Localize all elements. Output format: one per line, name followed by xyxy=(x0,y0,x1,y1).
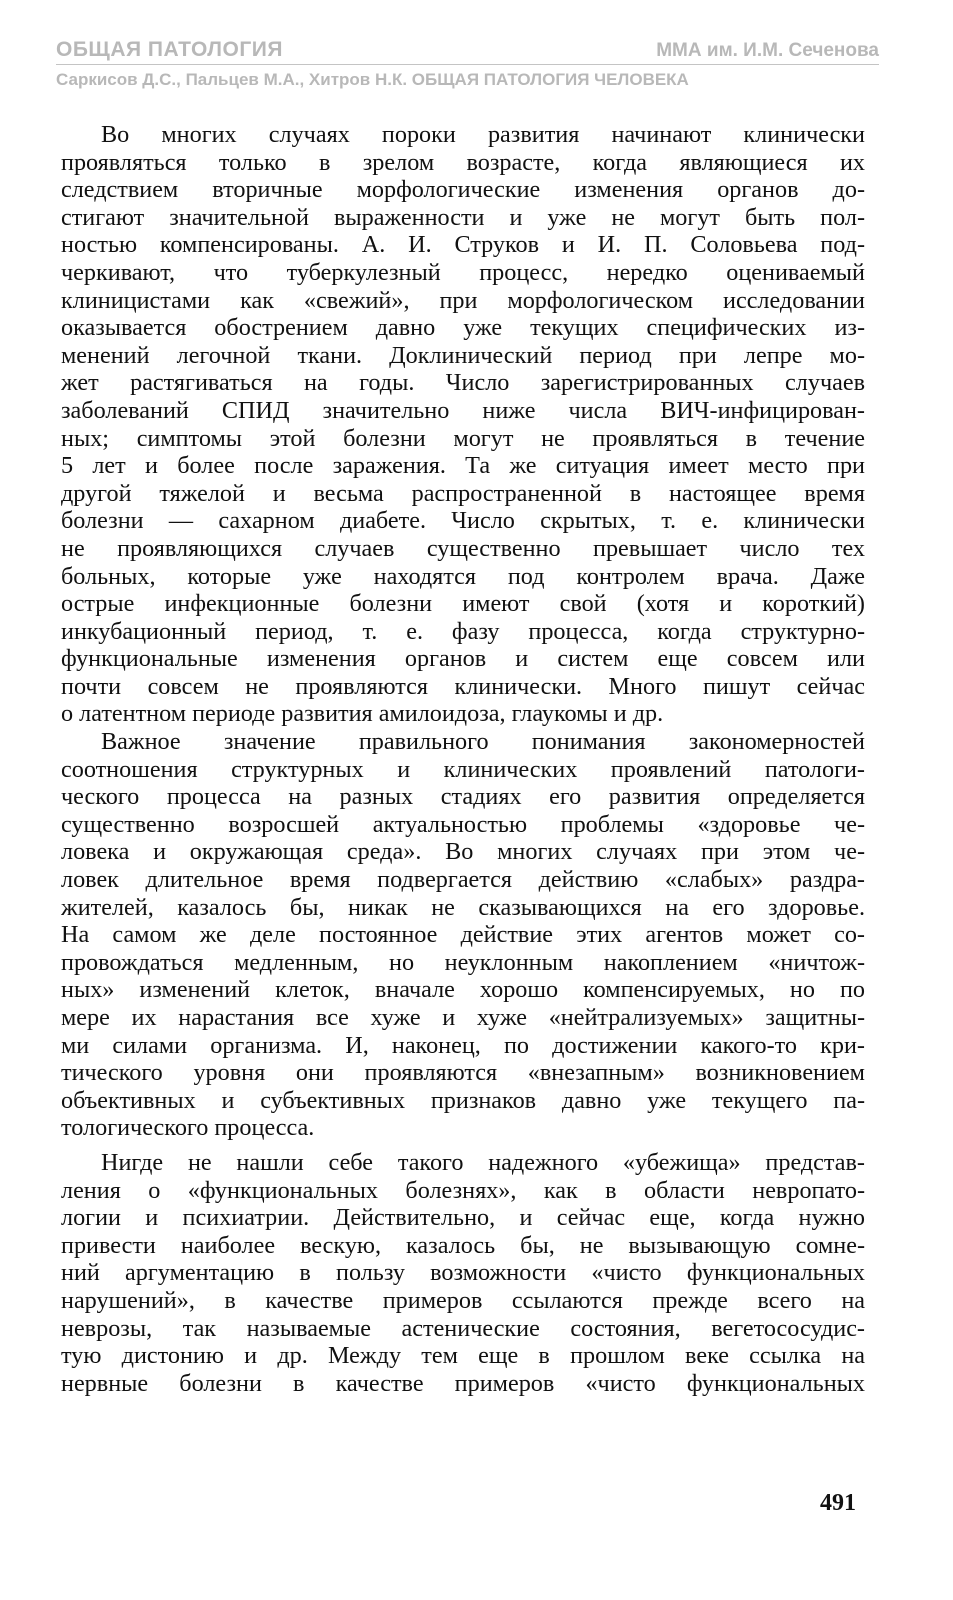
text-line: 5 лет и более после заражения. Та же ситуация имеет место при xyxy=(61,452,865,480)
text-line: стигают значительной выраженности и уже не могут быть пол- xyxy=(61,203,865,231)
header-authors: Саркисов Д.С., Пальцев М.А., Хитров Н.К. ОБЩАЯ ПАТОЛОГИЯ ЧЕЛОВЕКА xyxy=(56,70,689,89)
text-line: клиницистами как «свежий», при морфологическом исследовании xyxy=(61,286,865,314)
paragraph xyxy=(61,728,865,1142)
text-line: нервные болезни в качестве примеров «чисто функциональных xyxy=(61,1369,865,1397)
text-line: больных, которые уже находятся под контролем врача. Даже xyxy=(61,562,865,590)
text-line: нарушений», в качестве примеров ссылаются прежде всего на xyxy=(61,1286,865,1314)
text-line: другой тяжелой и весьма распространенной в настоящее время xyxy=(61,479,865,507)
text-line: функциональные изменения органов и систем еще совсем или xyxy=(61,645,865,673)
text-line: тую дистонию и др. Между тем еще в прошлом веке ссылка на xyxy=(61,1342,865,1370)
text-line: о латентном периоде развития амилоидоза, глаукомы и др. xyxy=(61,700,664,728)
text-line: мере их нарастания все хуже и хуже «нейтрализуемых» защитны- xyxy=(61,1004,865,1031)
text-line: тологического процесса. xyxy=(61,1114,315,1142)
paragraph xyxy=(61,121,865,728)
text-line: не проявляющихся случаев существенно превышает число тех xyxy=(61,534,865,562)
running-header xyxy=(56,38,879,90)
text-line: провождаться медленным, но неуклонным накоплением «ничтож- xyxy=(61,948,865,976)
header-top-row xyxy=(56,38,879,62)
text-line: жителей, казалось бы, никак не сказывающихся на его здоровье. xyxy=(61,893,865,921)
text-line: Важное значение правильного понимания закономерностей xyxy=(101,728,865,756)
text-line: ний аргументацию в пользу возможности «чисто функциональных xyxy=(61,1259,865,1287)
text-line: соотношения структурных и клинических проявлений патологи- xyxy=(61,755,865,783)
text-line: тического уровня они проявляются «внезапным» возникновением xyxy=(61,1059,865,1087)
paragraph-gap xyxy=(61,1142,865,1149)
text-line: ных; симптомы этой болезни могут не проявляться в течение xyxy=(61,424,865,452)
text-line: неврозы, так называемые астенические состояния, вегетососудис- xyxy=(61,1314,865,1342)
page-number: 491 xyxy=(820,1490,856,1516)
text-line: оказывается обострением давно уже текущих специфических из- xyxy=(61,314,865,342)
text-line: черкивают, что туберкулезный процесс, нередко оцениваемый xyxy=(61,258,865,286)
header-title: ОБЩАЯ ПАТОЛОГИЯ xyxy=(56,38,283,61)
text-line: жет растягиваться на годы. Число зарегистрированных случаев xyxy=(61,369,865,397)
text-line: ных» изменений клеток, вначале хорошо компенсируемых, но по xyxy=(61,976,865,1004)
text-line: болезни — сахарном диабете. Число скрытых, т. е. клинически xyxy=(61,507,865,535)
text-line: На самом же деле постоянное действие этих агентов может со- xyxy=(61,921,865,949)
text-line: логии и психиатрии. Действительно, и сейчас еще, когда нужно xyxy=(61,1204,865,1232)
text-line: объективных и субъективных признаков давно уже текущего па- xyxy=(61,1086,865,1114)
paragraph xyxy=(61,1149,865,1397)
text-line: следствием вторичные морфологические изменения органов до- xyxy=(61,176,865,204)
text-line: ностью компенсированы. А. И. Струков и И. П. Соловьева под- xyxy=(61,231,865,259)
header-divider xyxy=(56,64,879,65)
text-line: ловек длительное время подвергается действию «слабых» раздра- xyxy=(61,866,865,894)
text-line: Нигде не нашли себе такого надежного «убежища» представ- xyxy=(101,1148,865,1176)
text-line: ческого процесса на разных стадиях его развития определяется xyxy=(61,783,865,811)
text-line: существенно возросшей актуальностью проблемы «здоровье че- xyxy=(61,810,865,838)
text-line: заболеваний СПИД значительно ниже числа ВИЧ-инфицирован- xyxy=(61,396,865,424)
text-line: привести наиболее вескую, казалось бы, не вызывающую сомне- xyxy=(61,1231,865,1259)
text-line: Во многих случаях пороки развития начинают клинически xyxy=(101,121,865,148)
text-line: менений легочной ткани. Доклинический период при лепре мо- xyxy=(61,341,865,369)
text-line: ловека и окружающая среда». Во многих случаях при этом че- xyxy=(61,838,865,866)
text-line: острые инфекционные болезни имеют свой (хотя и короткий) xyxy=(61,590,865,618)
text-line: инкубационный период, т. е. фазу процесса, когда структурно- xyxy=(61,617,865,645)
text-line: проявляться только в зрелом возрасте, когда являющиеся их xyxy=(61,148,865,176)
text-line: ления о «функциональных болезнях», как в области невропато- xyxy=(61,1176,865,1204)
body-text xyxy=(61,121,865,1397)
text-line: ми силами организма. И, наконец, по достижении какого-то кри- xyxy=(61,1031,865,1059)
header-institution: ММА им. И.М. Сеченова xyxy=(656,40,879,61)
text-line: почти совсем не проявляются клинически. Много пишут сейчас xyxy=(61,672,865,700)
